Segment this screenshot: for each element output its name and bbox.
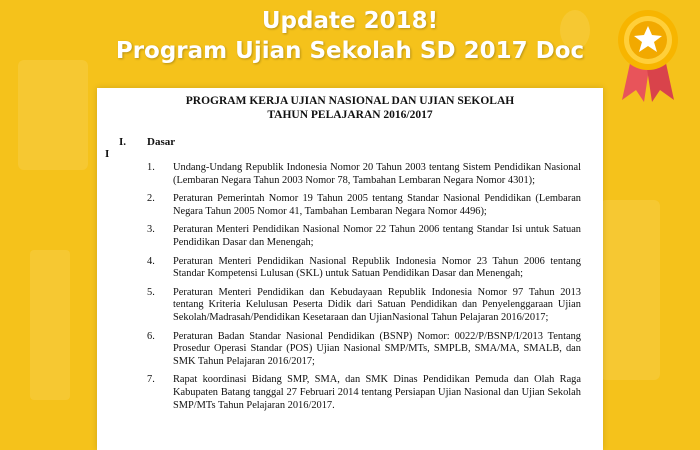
list-item-number: 6. [147, 330, 155, 342]
headline-line-1: Update 2018! [261, 8, 439, 34]
document-page [97, 88, 603, 450]
document-title-line-2: TAHUN PELAJARAN 2016/2017 [267, 109, 433, 121]
headline [0, 6, 700, 66]
list-item [97, 331, 603, 369]
section-mark: I [105, 148, 110, 160]
list-item-number: 1. [147, 162, 155, 173]
background-decoration [600, 200, 660, 380]
list-item-number: 5. [147, 286, 155, 298]
list-item [97, 193, 603, 218]
star-medal-icon [614, 4, 682, 104]
document-title [97, 94, 603, 122]
background-decoration [18, 60, 88, 170]
list-item-number: 4. [147, 255, 155, 267]
list-item-text: Peraturan Menteri Pendidikan dan Kebudayaan Republik Indonesia Nomor 97 Tahun 2013 tentang Kriteria Kelulusan Peserta Didik dari Satuan Pendidikan dan Penyelenggaraan Ujian Sekolah/Madrasah/Pendidikan Kesetaraan dan UjianNasional Tahun Pelajaran 2016/2017; [173, 286, 581, 323]
list-item-text: Peraturan Menteri Pendidikan Nasional Nomor 22 Tahun 2006 tentang Standar Isi untuk Satuan Pendidikan Dasar dan Menengah; [173, 224, 581, 248]
legal-basis-list [97, 162, 603, 412]
list-item-text: Peraturan Pemerintah Nomor 19 Tahun 2005 tentang Standar Nasional Pendidikan (Lembaran Negara Tahun 2005 Nomor 41, Tambahan Lembaran Negara Nomor 4496); [173, 193, 581, 217]
list-item [97, 287, 603, 325]
list-item-number: 3. [147, 224, 155, 236]
headline-line-2: Program Ujian Sekolah SD 2017 Doc [115, 38, 585, 64]
document-title-line-1: PROGRAM KERJA UJIAN NASIONAL DAN UJIAN SEKOLAH [185, 95, 515, 107]
background-decoration [30, 250, 70, 400]
section-number: I. [119, 136, 127, 148]
section-label: Dasar [147, 136, 176, 148]
list-item [97, 374, 603, 412]
list-item-text: Peraturan Menteri Pendidikan Nasional Republik Indonesia Nomor 23 Tahun 2006 tentang Standar Kompetensi Lulusan (SKL) untuk Satuan Pendidikan Dasar dan Menengah; [173, 255, 581, 280]
list-item-number: 7. [147, 374, 155, 386]
section-heading [97, 136, 603, 162]
list-item [97, 162, 603, 187]
list-item-text: Peraturan Badan Standar Nasional Pendidikan (BSNP) Nomor: 0022/P/BSNP/I/2013 Tentang Prosedur Operasi Standar (POS) Ujian Nasional SMP/MTs, SMPLB, SMA/MA, SMALB, dan SMK Tahun Pelajaran 2016/2017; [173, 330, 581, 367]
list-item-number: 2. [147, 193, 155, 205]
list-item-text: Undang-Undang Republik Indonesia Nomor 20 Tahun 2003 tentang Sistem Pendidikan Nasional (Lembaran Negara Tahun 2003 Nomor 78, Tambahan Lembaran Negara Nomor 4301); [173, 162, 581, 186]
list-item [97, 256, 603, 281]
list-item [97, 224, 603, 249]
list-item-text: Rapat koordinasi Bidang SMP, SMA, dan SMK Dinas Pendidikan Pemuda dan Olah Raga Kabupaten Batang tanggal 27 Februari 2014 tentang Persiapan Ujian Nasional dan Ujian Sekolah SMP/MTs Tahun Pelajaran 2016/2017. [173, 374, 581, 411]
